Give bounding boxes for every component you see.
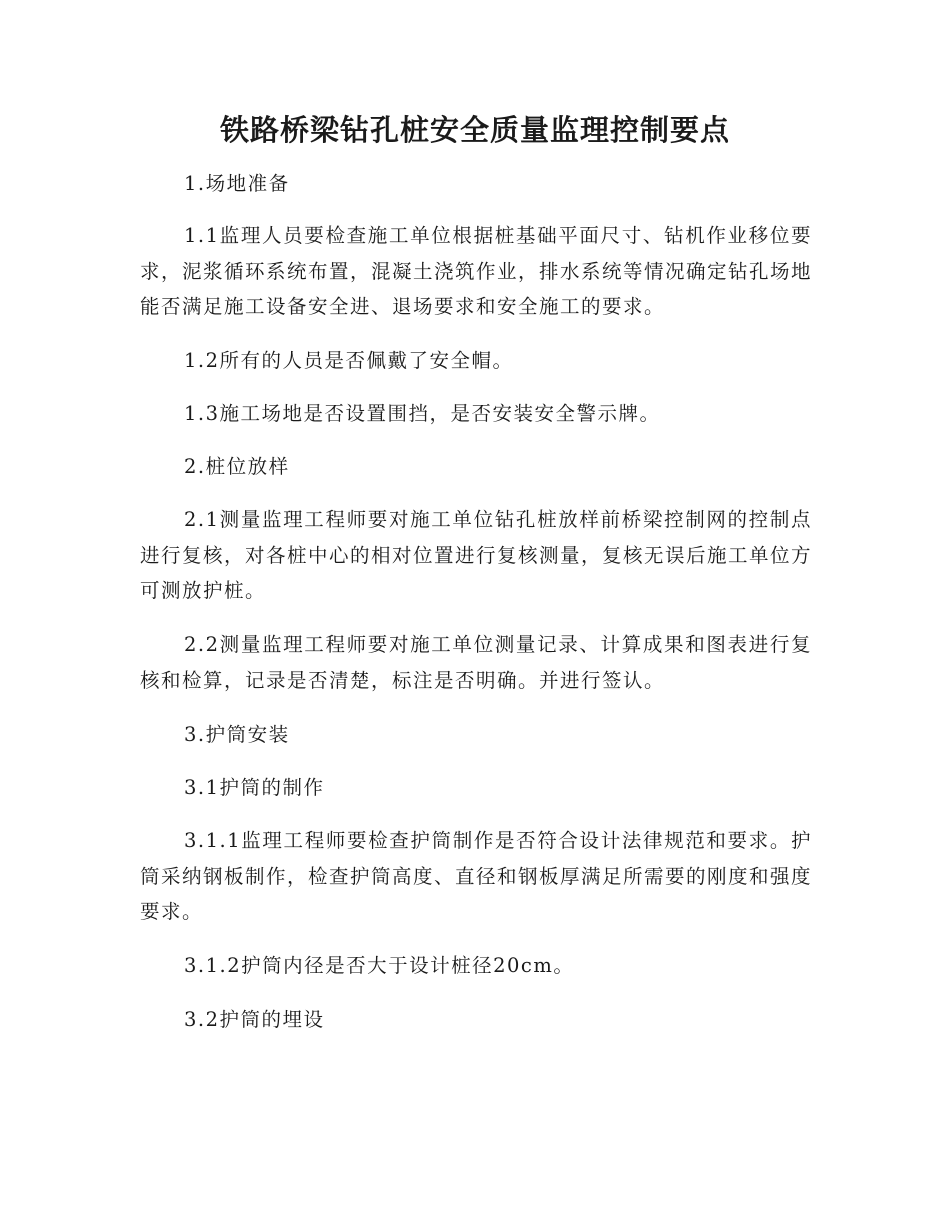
paragraph-1-3: 1.3施工场地是否设置围挡，是否安装安全警示牌。: [184, 402, 661, 425]
section-heading-casing-installation: 3.护筒安装: [184, 723, 290, 746]
section-heading-pile-layout: 2.桩位放样: [184, 455, 290, 478]
paragraph-1-2: 1.2所有的人员是否佩戴了安全帽。: [184, 349, 514, 372]
document-title: 铁路桥梁钻孔桩安全质量监理控制要点: [219, 113, 730, 147]
paragraph-1-1: 1.1监理人员要检查施工单位根据桩基础平面尺寸、钻机作业移位要求，泥浆循环系统布置，混凝土浇筑作业，排水系统等情况确定钻孔场地能否满足施工设备安全进、退场要求和安全施工的要求。: [140, 224, 813, 319]
paragraph-3-1-2: 3.1.2护筒内径是否大于设计桩径20cm。: [184, 954, 575, 977]
paragraph-3-1-1: 3.1.1监理工程师要检查护筒制作是否符合设计法律规范和要求。护筒采纳钢板制作，检查护筒高度、直径和钢板厚满足所需要的刚度和强度要求。: [140, 829, 813, 924]
paragraph-2-2: 2.2测量监理工程师要对施工单位测量记录、计算成果和图表进行复核和检算，记录是否清楚，标注是否明确。并进行签认。: [140, 633, 812, 692]
paragraph-2-1: 2.1测量监理工程师要对施工单位钻孔桩放样前桥梁控制网的控制点进行复核，对各桩中心的相对位置进行复核测量，复核无误后施工单位方可测放护桩。: [140, 508, 813, 603]
subsection-heading-casing-fabrication: 3.1护筒的制作: [184, 776, 325, 799]
section-heading-site-preparation: 1.场地准备: [184, 172, 290, 195]
subsection-heading-casing-embedding: 3.2护筒的埋设: [184, 1008, 325, 1031]
